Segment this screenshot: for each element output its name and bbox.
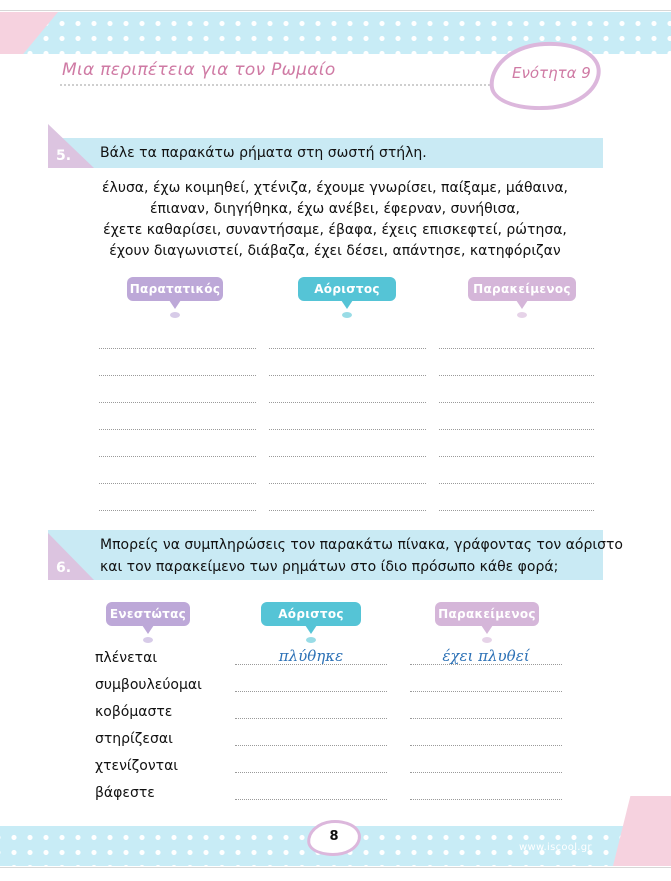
present-verb: κοβόμαστε	[95, 704, 173, 720]
bottom-pink-corner	[613, 796, 671, 866]
website-link[interactable]: www.iscool.gr	[519, 842, 592, 853]
answer-line[interactable]	[99, 510, 256, 511]
answer-line[interactable]	[99, 375, 256, 376]
answer-line[interactable]	[235, 799, 387, 800]
exercise-5-instruction: Βάλε τα παρακάτω ρήματα στη σωστή στήλη.	[100, 145, 427, 161]
aorist-answer[interactable]: πλύθηκε	[278, 647, 344, 665]
perfect-answer[interactable]: έχει πλυθεί	[442, 647, 530, 665]
verb-line: έπιαναν, διηγήθηκα, έχω ανέβει, έφερναν, συνήθισα,	[149, 201, 520, 217]
answer-line[interactable]	[269, 456, 426, 457]
answer-line[interactable]	[439, 402, 594, 403]
present-verb: στηρίζεσαι	[95, 731, 173, 747]
answer-line[interactable]	[269, 402, 426, 403]
present-verb: συμβουλεύομαι	[95, 677, 202, 693]
exercise-6-number: 6.	[56, 560, 72, 576]
column-header-label: Αόριστος	[278, 607, 344, 621]
verb-line: έλυσα, έχω κοιμηθεί, χτένιζα, έχουμε γνωρίσει, παίξαμε, μάθαινα,	[101, 180, 569, 196]
answer-line[interactable]	[235, 664, 387, 665]
answer-line[interactable]	[439, 510, 594, 511]
column-header-present	[106, 602, 190, 626]
answer-line[interactable]	[269, 483, 426, 484]
column-header-label: Παρακείμενος	[473, 282, 571, 296]
verb-list	[80, 178, 590, 262]
answer-line[interactable]	[410, 691, 562, 692]
instruction-line: και τον παρακείμενο των ρημάτων στο ίδιο πρόσωπο κάθε φορά;	[100, 559, 559, 575]
column-header-label: Ενεστώτας	[109, 607, 187, 621]
verb-line: έχετε καθαρίσει, συναντήσαμε, έβαφα, έχεις επισκεφτεί, ρώτησα,	[103, 222, 567, 238]
column-header-aorist-6	[261, 602, 361, 626]
answer-line[interactable]	[99, 483, 256, 484]
answer-line[interactable]	[235, 745, 387, 746]
exercise-5-number: 5.	[56, 148, 72, 164]
present-verb: βάφεστε	[95, 785, 155, 801]
answer-line[interactable]	[439, 483, 594, 484]
answer-line[interactable]	[269, 348, 426, 349]
answer-line[interactable]	[269, 429, 426, 430]
answer-line[interactable]	[235, 718, 387, 719]
answer-line[interactable]	[235, 772, 387, 773]
answer-line[interactable]	[410, 664, 562, 665]
answer-line[interactable]	[439, 456, 594, 457]
answer-line[interactable]	[439, 429, 594, 430]
answer-line[interactable]	[410, 772, 562, 773]
answer-line[interactable]	[410, 799, 562, 800]
column-header-label: Παρακείμενος	[438, 607, 536, 621]
answer-line[interactable]	[439, 348, 594, 349]
answer-line[interactable]	[410, 745, 562, 746]
unit-label: Ενότητα 9	[512, 64, 591, 82]
column-header-perfect-6	[435, 602, 539, 626]
present-verb: χτενίζονται	[95, 758, 179, 774]
answer-line[interactable]	[439, 375, 594, 376]
answer-line[interactable]	[269, 510, 426, 511]
page-title: Μια περιπέτεια για τον Ρωμαίο	[62, 60, 336, 80]
answer-line[interactable]	[410, 718, 562, 719]
answer-line[interactable]	[235, 691, 387, 692]
instruction-line: Μπορείς να συμπληρώσεις τον παρακάτω πίνακα, γράφοντας τον αόριστο	[100, 537, 623, 553]
exercise-6-instruction	[100, 534, 623, 578]
answer-line[interactable]	[99, 429, 256, 430]
column-header-imperfect	[127, 277, 223, 301]
column-header-perfect	[468, 277, 576, 301]
verb-line: έχουν διαγωνιστεί, διάβαζα, έχει δέσει, απάντησε, κατηφόριζαν	[109, 243, 561, 259]
answer-line[interactable]	[99, 348, 256, 349]
bottom-frame-line	[0, 867, 671, 868]
top-frame-line	[0, 10, 671, 11]
page-number: 8	[329, 829, 339, 844]
header-dotted-rule	[60, 84, 490, 86]
answer-line[interactable]	[99, 456, 256, 457]
present-verb: πλένεται	[95, 650, 158, 666]
column-header-label: Παρατατικός	[129, 282, 221, 296]
answer-line[interactable]	[99, 402, 256, 403]
answer-line[interactable]	[269, 375, 426, 376]
column-header-label: Αόριστος	[314, 282, 380, 296]
column-header-aorist	[298, 277, 396, 301]
